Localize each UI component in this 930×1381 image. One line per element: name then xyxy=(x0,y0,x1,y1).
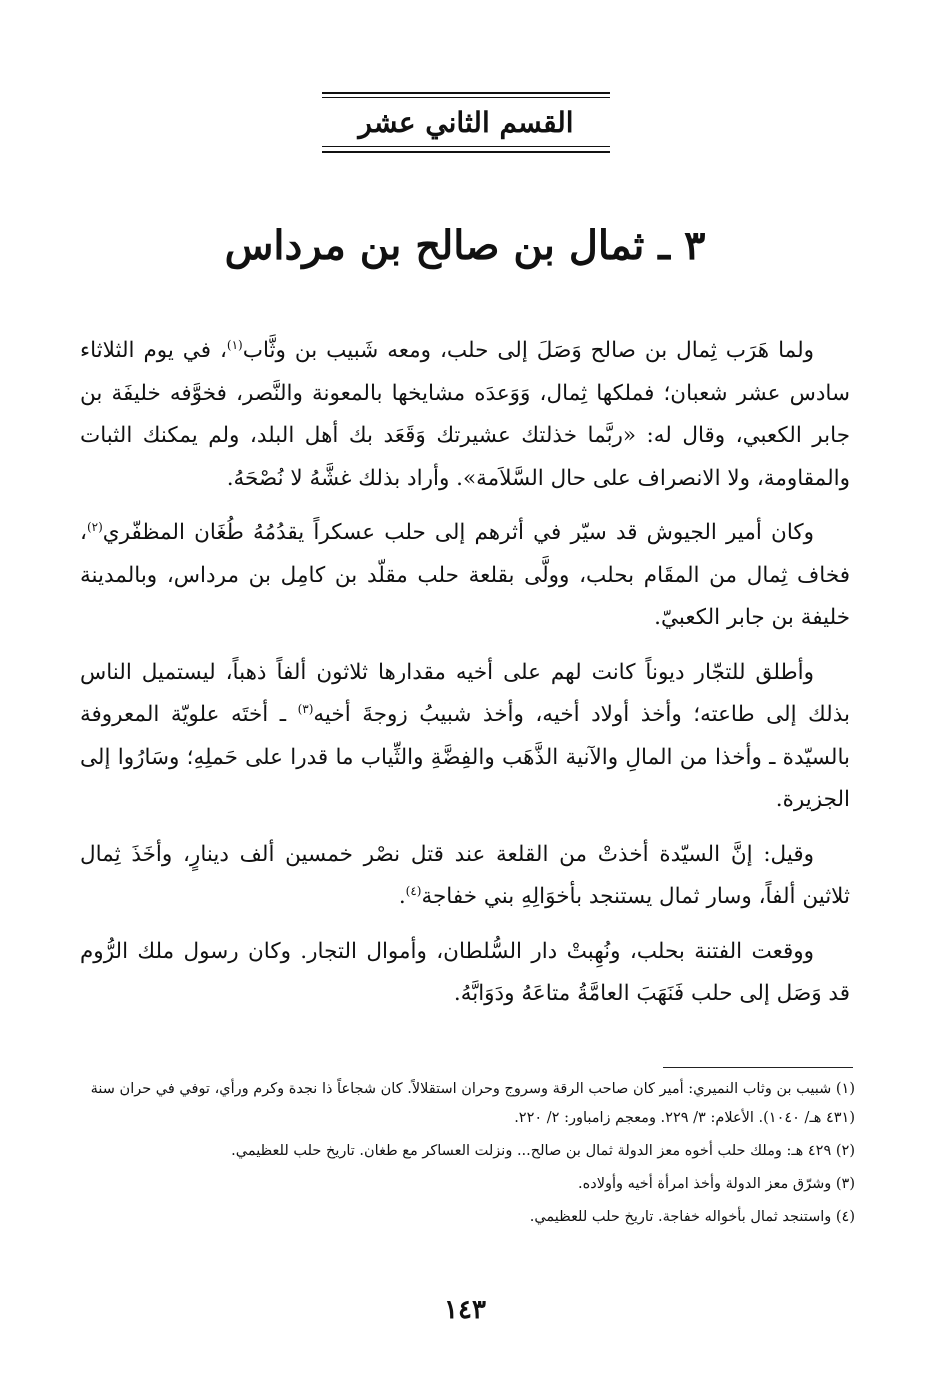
header-bottom-rule xyxy=(322,146,610,147)
footnotes xyxy=(80,1075,855,1236)
footnote-1: (١) شبيب بن وثاب النميري: أمير كان صاحب الرقة وسروج وحران استقلالاً. كان شجاعاً ذا نجدة وكرم ورأي، توفي في حران سنة (٤٣١ هـ/ ١٠٤٠). الأعلام: ٣/ ٢٢٩. ومعجم زامباور: ٢/ ٢٢٠. xyxy=(90,1081,855,1126)
section-title: القسم الثاني عشر xyxy=(358,105,574,139)
paragraph-5: ووقعت الفتنة بحلب، ونُهِبتْ دار السُّلطان، وأموال التجار. وكان رسول ملك الرُّوم قد وَصَل إلى حلب فَنَهَبَ العامَّةُ متاعَهُ ودَوَابَّهُ. xyxy=(80,938,850,1006)
paragraph-4: وقيل: إنَّ السيّدة أخذتْ من القلعة عند قتل نصْر خمسين ألف دينارٍ، وأخَذَ ثِمال ثلاثين ألفاً، وسار ثمال يستنجد بأخوَالِهِ بني خفاجة$^{(٤)}$. xyxy=(80,841,850,909)
footnote-2: (٢) ٤٢٩ هـ: وملك حلب أخوه معز الدولة ثمال بن صالح... ونزلت العساكر مع طغان. تاريخ حلب للعظيمي. xyxy=(231,1143,855,1159)
header-bottom-rule-outer xyxy=(322,151,610,153)
page-number: ١٤٣ xyxy=(444,1295,486,1325)
footnote-3: (٣) وشرّق معز الدولة وأخذ امرأة أخيه وأولاده. xyxy=(578,1176,855,1192)
paragraph-3: وأطلق للتجّار ديوناً كانت لهم على أخيه مقدارها ثلاثون ألفاً ذهباً، ليستميل الناس بذلك إلى طاعته؛ وأخذ أولاد أخيه، وأخذ شبيبُ زوجةَ أخيه$^{(٣)}$ ـ أختَه علويّة المعروفة بالسيّدة ـ وأخذا من المالِ والآنية الذَّهَب والفِضَّةِ والثِّياب ما قدرا على حَملِهِ؛ وسَارُوا إلى الجزيرة. xyxy=(80,659,850,812)
section-header xyxy=(322,92,610,152)
chapter-title: ٣ ـ ثمال بن صالح بن مرداس xyxy=(224,221,706,269)
footnote-ref-1[interactable]: (١) xyxy=(226,337,243,352)
footnote-separator xyxy=(663,1067,853,1068)
footnote-4: (٤) واستنجد ثمال بأخواله خفاجة. تاريخ حلب للعظيمي. xyxy=(529,1209,855,1225)
footnote-ref-3[interactable]: (٣) xyxy=(297,701,314,716)
main-text xyxy=(80,330,850,1028)
paragraph-2: وكان أمير الجيوش قد سيّر في أثرهم إلى حلب عسكراً يقدُمُهُ طُغَان المظفّري$^{(٢)}$، فخاف ثِمال من المقَام بحلب، وولَّى بقلعة حلب مقلّد بن كامِل بن مرداس، وبالمدينة خليفة بن جابر الكعبيّ. xyxy=(80,519,850,630)
paragraph-1: ولما هَرَب ثِمال بن صالح وَصَلَ إلى حلب، ومعه شَبيب بن وثَّاب$^{(١)}$، في يوم الثلاثاء سادس عشر شعبان؛ فملكها ثِمال، وَوَعدَه مشايخها بالمعونة والنَّصر، فخوَّفه خليفَة بن جابر الكعبي، وقال له: «ربَّما خذلتك عشيرتك وَقَعَد بك أهل البلد، ولم يمكنك الثبات والمقاومة، ولا الانصراف على حال السَّلاَمة». وأراد بذلك غشَّهُ لا نُصْحَهُ. xyxy=(80,337,850,491)
footnote-ref-2[interactable]: (٢) xyxy=(86,519,103,534)
footnote-ref-4[interactable]: (٤) xyxy=(405,883,422,898)
